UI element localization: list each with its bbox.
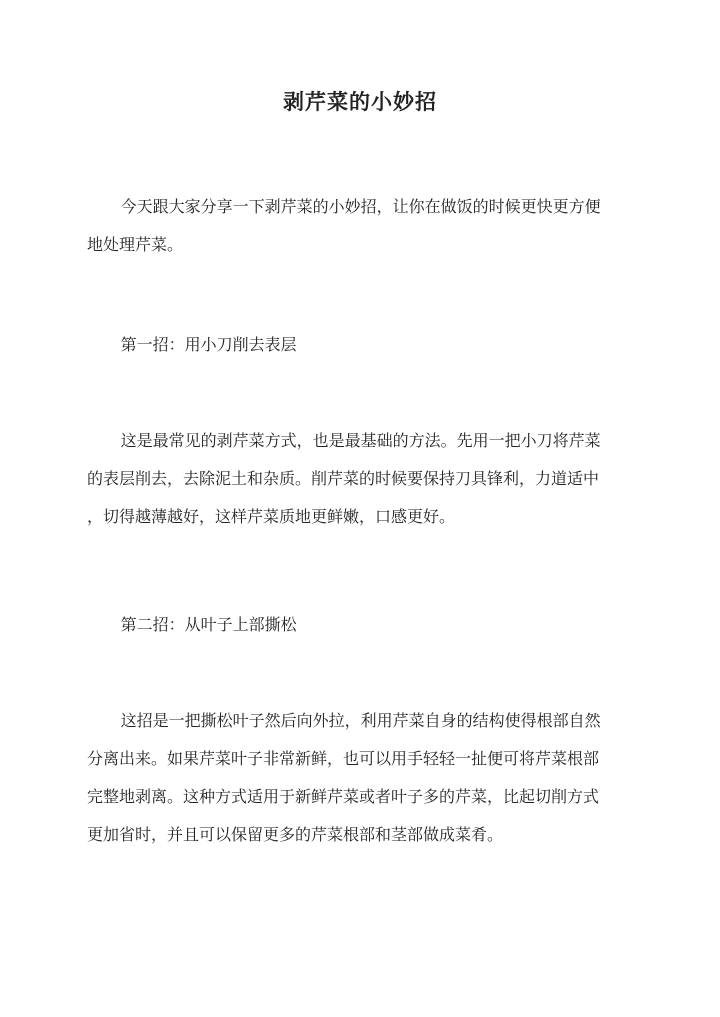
section2-line: 分离出来。如果芹菜叶子非常新鲜，也可以用手轻轻一扯便可将芹菜根部 [87,749,600,768]
intro-line: 地处理芹菜。 [87,235,184,254]
document-title: 剥芹菜的小妙招 [283,89,437,114]
section1-line: ，切得越薄越好，这样芹菜质地更鲜嫩，口感更好。 [87,507,456,526]
section2-line: 这招是一把撕松叶子然后向外拉，利用芹菜自身的结构使得根部自然 [120,711,601,730]
section2-line: 完整地剥离。这种方式适用于新鲜芹菜或者叶子多的芹菜，比起切削方式 [87,787,600,806]
section2-paragraph [87,702,635,854]
section1-heading: 第一招：用小刀削去表层 [120,335,297,354]
section1-line: 的表层削去，去除泥土和杂质。削芹菜的时候要保持刀具锋利，力道适中 [87,469,600,488]
section1-paragraph [87,422,635,536]
intro-line: 今天跟大家分享一下剥芹菜的小妙招，让你在做饭的时候更快更方便 [120,197,601,216]
section1-line: 这是最常见的剥芹菜方式，也是最基础的方法。先用一把小刀将芹菜 [120,431,601,450]
intro-paragraph [87,188,635,264]
section2-heading: 第二招：从叶子上部撕松 [120,615,297,634]
section2-line: 更加省时，并且可以保留更多的芹菜根部和茎部做成菜肴。 [87,825,504,844]
